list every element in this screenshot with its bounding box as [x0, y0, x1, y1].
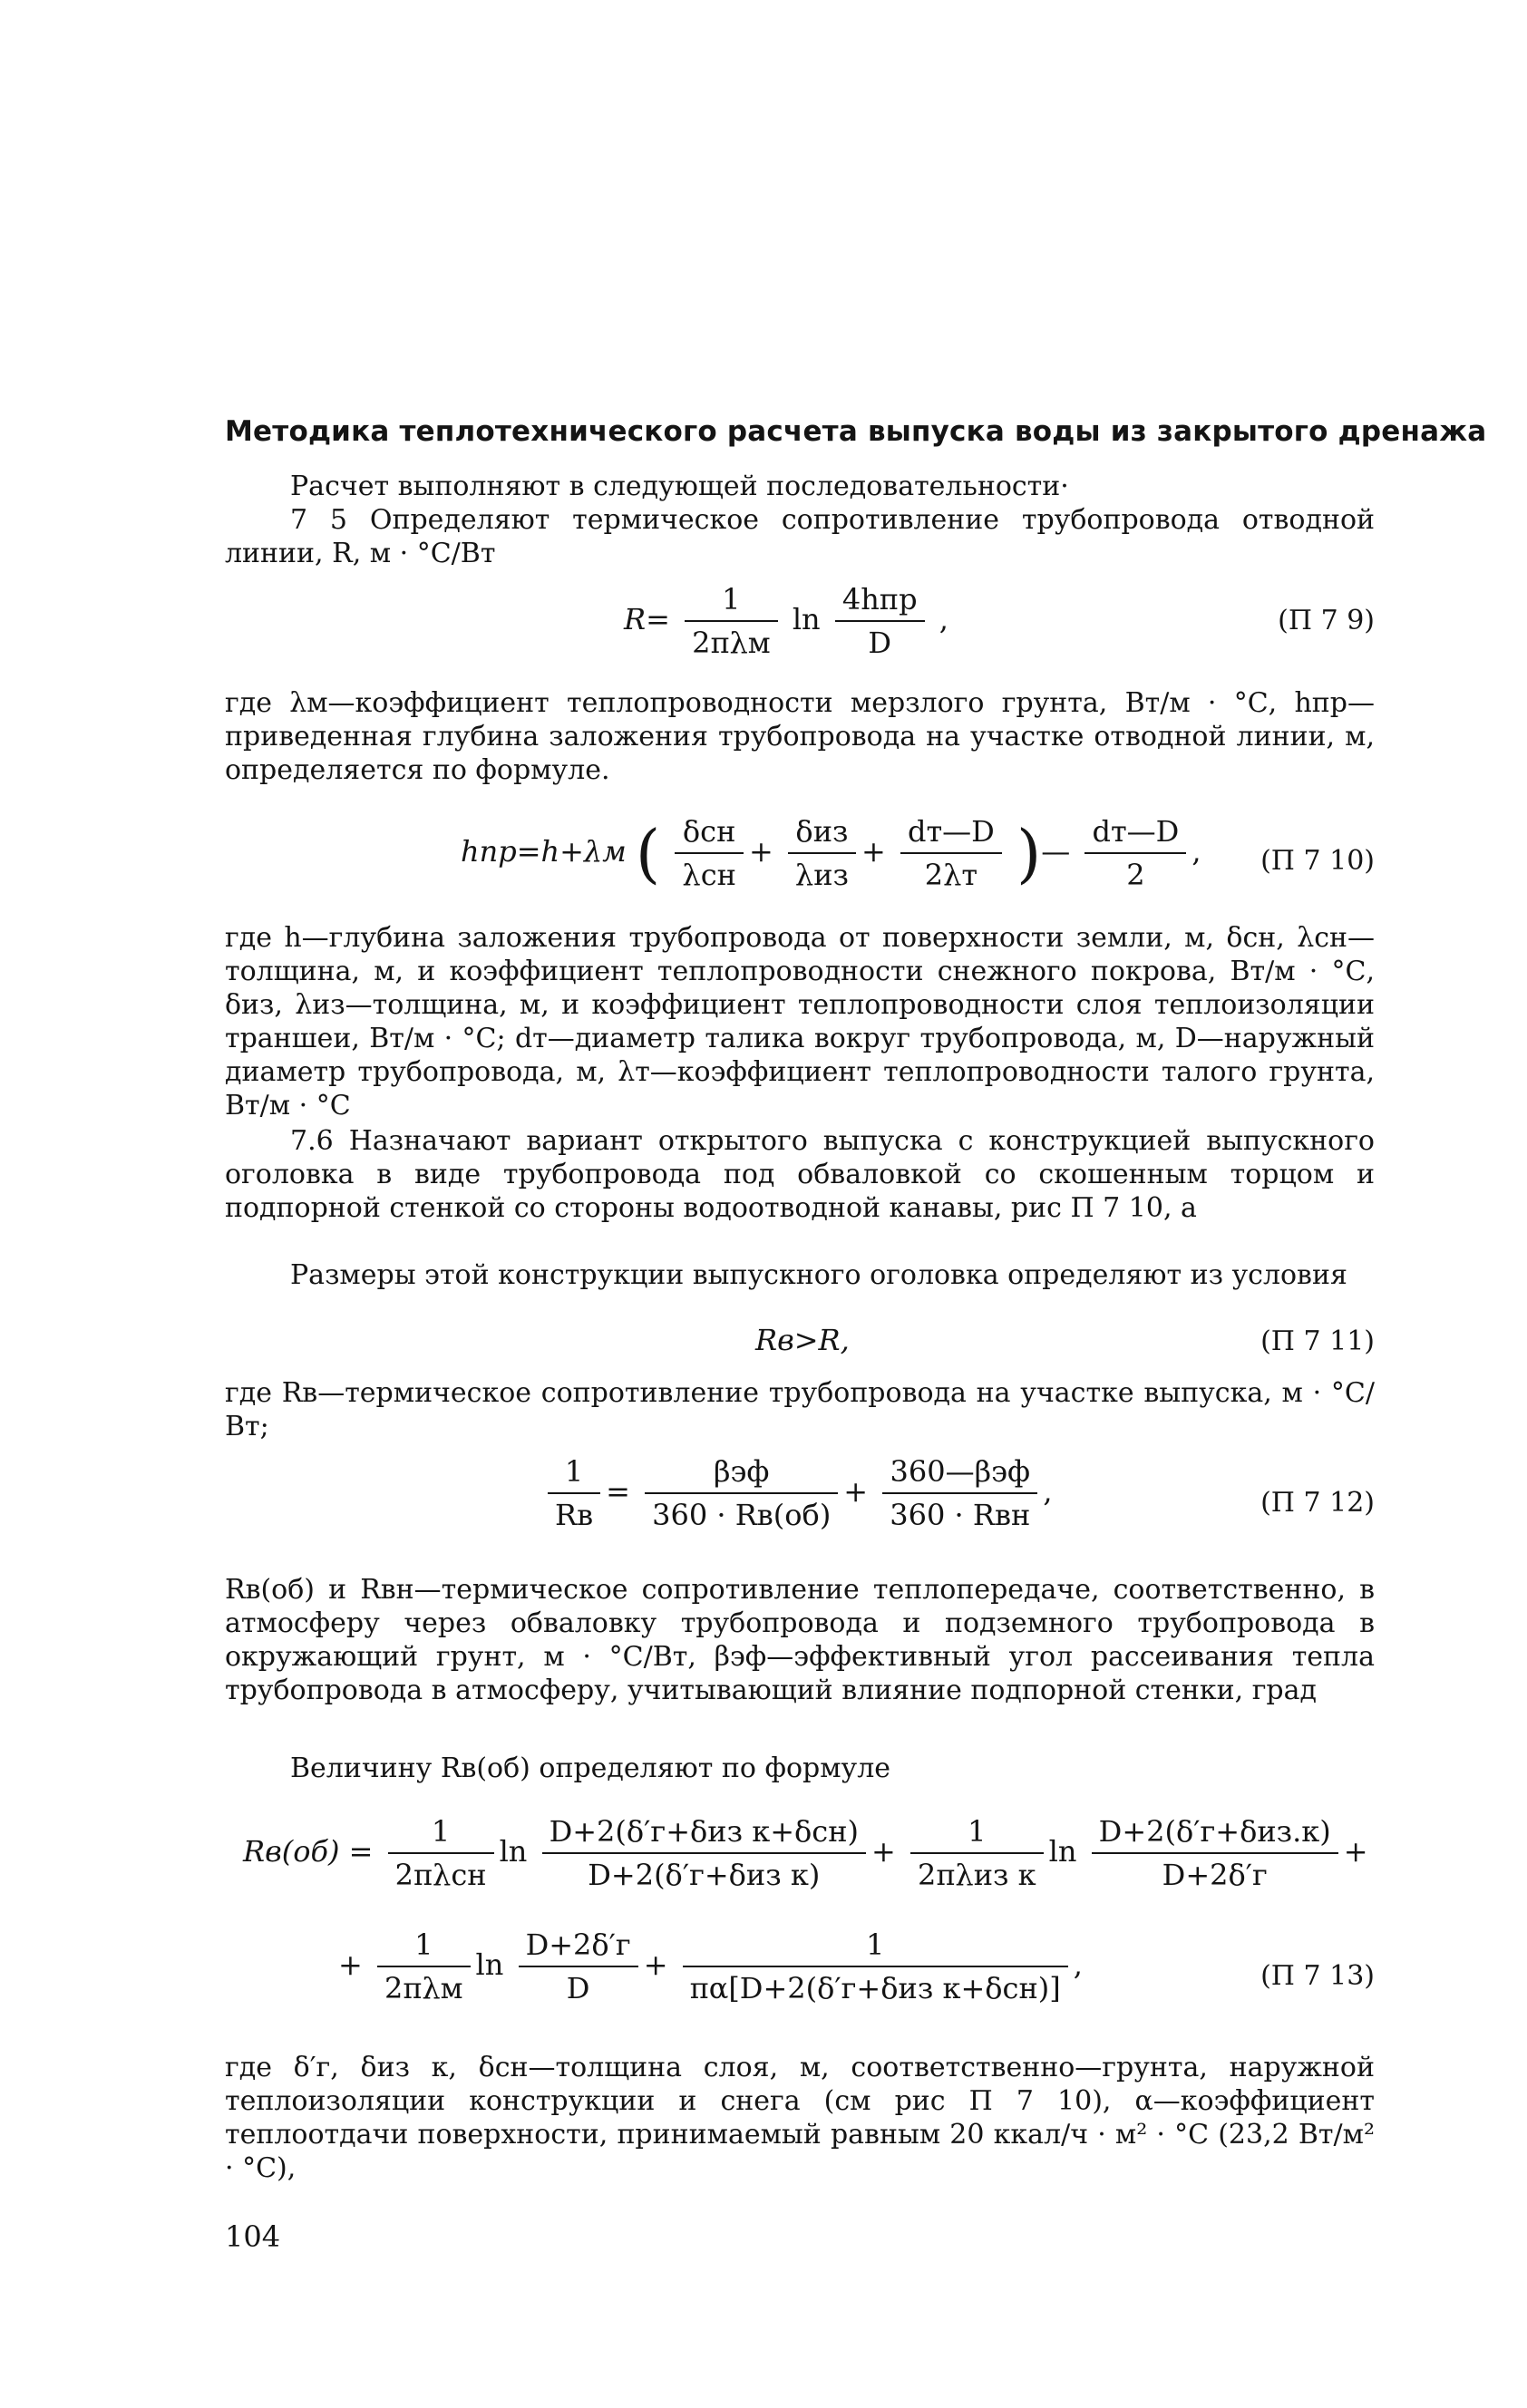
intro-paragraph: Расчет выполняют в следующей последовательности·	[290, 471, 1069, 502]
item-7-6-paragraph: 7.6 Назначают вариант открытого выпуска с конструкцией выпускного оголовка в виде трубопровода под обваловкой со скошенным торцом и подпорной стенкой со стороны водоотводной канавы, рис П 7 10, а	[225, 1125, 1375, 1224]
page-number: 104	[225, 2219, 281, 2254]
equation-number: (П 7 10)	[1260, 845, 1375, 877]
eq-lhs: Rв(об) =	[243, 1833, 374, 1869]
equation-p7-13-line-1: Rв(об) = $\frac{1}{\text{2πλсн}}$ ln $\frac{\text{D+2(δ′г+δиз к+δсн)}}{\text{D+2(δ′г+δиз к)}}$ + $\frac{1}{\text{2πλиз к}}$ ln $\frac{\text{D+2(δ′г+δиз.к)}}{D+2\delta'г}$ +	[243, 1814, 1368, 1893]
equation-p7-13-line-2: + $\frac{1}{\text{2πλм}}$ ln $\frac{D+2\delta'г}{D}$ + $\frac{1}{\text{πα[D+2(δ′г+δиз к+δсн)]}}$ , (П 7 13)	[338, 1927, 1375, 2006]
equation-number: (П 7 9)	[1278, 605, 1375, 636]
eq-lhs: R=	[624, 601, 670, 636]
equation-number: (П 7 13)	[1260, 1960, 1375, 1992]
equation-p7-9: R= $\frac{1}{\text{2πλм}}$ ln $\frac{\text{4hпр}}{D}$ , (П 7 9)	[624, 582, 1375, 661]
fraction: $\frac{\text{4hпр}}{D}$	[835, 582, 925, 661]
equation-p7-12: $\frac{1}{Rв}$ = $\frac{\text{βэф}}{360 \cdot Rв(об)}$ + $\frac{\text{360—βэф}}{\text{360 · Rвн}}$ , (П 7 12)	[225, 1449, 1375, 1558]
equation-number: (П 7 11)	[1260, 1325, 1375, 1357]
sizes-paragraph: Размеры этой конструкции выпускного оголовка определяют из условия	[290, 1259, 1347, 1291]
section-heading: Методика теплотехнического расчета выпуска воды из закрытого дренажа	[225, 415, 1487, 448]
where-paragraph-1: где λм—коэффициент теплопроводности мерзлого грунта, Вт/м · °С, hпр—приведенная глубина заложения трубопровода на участке отводной линии, м, определяется по формуле.	[225, 687, 1375, 786]
where-paragraph-5: где δ′г, δиз к, δсн—толщина слоя, м, соответственно—грунта, наружной теплоизоляции конструкции и снега (см рис П 7 10), α—коэффициент теплоотдачи поверхности, принимаемый равным 20 ккал/ч · м² · °С (23,2 Вт/м² · °С),	[225, 2052, 1375, 2184]
equation-p7-11: Rв>R, (П 7 11)	[755, 1323, 1375, 1357]
value-rvob-paragraph: Величину Rв(об) определяют по формуле	[290, 1753, 891, 1784]
equation-p7-10: hпр=h+λм ( $\frac{\text{δсн}}{\text{λсн}}$ + $\frac{\text{δиз}}{\text{λиз}}$ + $\frac{dт—D}{2\lambda т}$ )— $\frac{dт—D}{2}$ , (П 7 10)	[461, 814, 1375, 893]
eq-lhs: hпр=h+λм	[461, 833, 627, 869]
where-paragraph-2: где h—глубина заложения трубопровода от поверхности земли, м, δсн, λсн—толщина, м, и коэффициент теплопроводности снежного покрова, Вт/м · °С, δиз, λиз—толщина, м, и коэффициент теплопроводности слоя теплоизоляции траншеи, Вт/м · °С; dт—диаметр талика вокруг трубопровода, м, D—наружный диаметр трубопровода, м, λт—коэффициент теплопроводности талого грунта, Вт/м · °С	[225, 922, 1375, 1121]
fraction: $\frac{1}{\text{2πλм}}$	[685, 582, 778, 661]
item-7-5-paragraph: 7 5 Определяют термическое сопротивление трубопровода отводной линии, R, м · °С/Вт	[225, 504, 1375, 569]
where-paragraph-3: где Rв—термическое сопротивление трубопровода на участке выпуска, м · °С/Вт;	[225, 1377, 1375, 1442]
where-paragraph-4: Rв(об) и Rвн—термическое сопротивление теплопередаче, соответственно, в атмосферу через обваловку трубопровода и подземного трубопровода в окружающий грунт, м · °С/Вт, βэф—эффективный угол рассеивания тепла трубопровода в атмосферу, учитывающий влияние подпорной стенки, град	[225, 1574, 1375, 1706]
equation-number: (П 7 12)	[1260, 1487, 1375, 1519]
